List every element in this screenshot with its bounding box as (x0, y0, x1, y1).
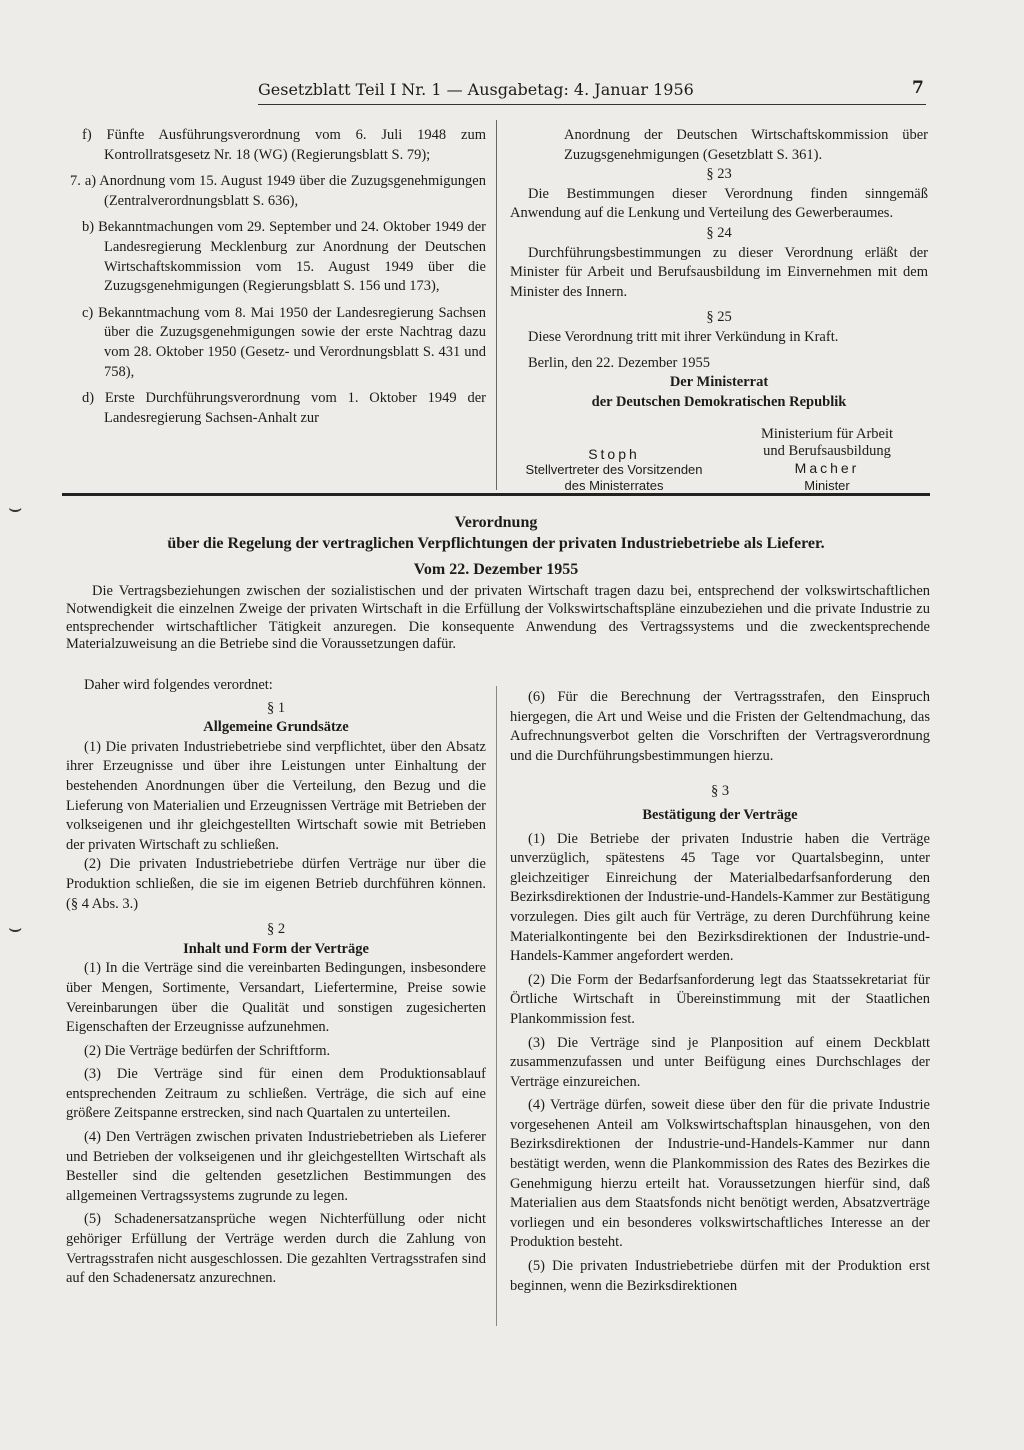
signature-left (506, 446, 722, 494)
paragraph: (2) Die privaten Industriebetriebe dürfen Verträge nur über die Produktion schließen, die sie im eigenen Betrieb durchführen können. (§ 4 Abs. 3.) (66, 856, 486, 912)
section-number: § 23 (706, 166, 732, 183)
section-separator (62, 493, 930, 496)
paragraph: (1) In die Verträge sind die vereinbarten Bedingungen, insbesondere über Mengen, Sortimente, Versandart, Liefertermine, Preise sowie Vereinbarungen über die Qualität und sonstigen zugesicherten Eigenschaften der Erzeugnisse aufzunehmen. (66, 960, 486, 1036)
signatory-name: Macher (794, 460, 860, 476)
paragraph: (4) Den Verträgen zwischen privaten Industriebetrieben als Lieferer und Betrieben der volkseigenen und ihr gleichgestellten Wirtschaft als Besteller sind die geltenden gesetzlichen Bestimmungen des allgemeinen Vertragssystems zugrunde zu legen. (66, 1129, 486, 1204)
signature-right (724, 426, 930, 494)
continuation-text: Anordnung der Deutschen Wirtschaftskommission über Zuzugsgenehmigungen (Gesetzblatt S. 361). (564, 127, 928, 163)
section-text: Diese Verordnung tritt mit ihrer Verkündung in Kraft. (528, 328, 839, 345)
signatory-name: Stoph (588, 446, 640, 462)
council-title: Der Ministerrat (669, 374, 769, 391)
lower-right-column (510, 688, 930, 1296)
section-number: § 25 (706, 309, 732, 326)
signatory-role: Minister (804, 478, 850, 493)
signatory-role: des Ministerrates (564, 478, 664, 493)
paragraph: (5) Die privaten Industriebetriebe dürfen mit der Produktion erst beginnen, wenn die Bezirksdirektionen (510, 1258, 930, 1294)
list-item: c) Bekanntmachung vom 8. Mai 1950 der Landesregierung Sachsen über die Zuzugsgenehmigungen sowie der erste Nachtrag dazu vom 28. Oktober 1950 (Gesetz- und Verordnungsblatt S. 431 und 758), (82, 304, 486, 380)
section-number: § 2 (266, 921, 286, 938)
header-rule (258, 104, 926, 105)
paragraph: (4) Verträge dürfen, soweit diese über den für die private Industrie vorgesehenen Anteil am Volkswirtschaftsplan hinausgehen, von den Bezirksdirektionen der Industrie-und-Handels-Kammer nur dann bestätigt werden, wenn die Plankommission des Rates des Bezirkes die Genehmigung hierzu erteilt hat. Voraussetzungen hierfür sind, daß Materialien aus dem Staatsfonds nicht benötigt werden, Absatzverträge vorliegen und ein besonderes volkswirtschaftliches Interesse an der Produktion besteht. (510, 1097, 930, 1251)
paragraph: (5) Schadenersatzansprüche wegen Nichterfüllung oder nicht gehöriger Erfüllung der Verträge werden durch die Zahlung von Vertragsstrafen nicht ausgeschlossen. Die gezahlten Vertragsstrafen sind auf den Schadenersatz anzurechnen. (66, 1211, 486, 1287)
ministry-name: und Berufsausbildung (763, 443, 891, 459)
section-title: Bestätigung der Verträge (642, 806, 798, 823)
top-right-column (510, 126, 928, 412)
paragraph: (3) Die Verträge sind je Planposition auf einem Deckblatt zusammenzufassen und unter Beifügung eines Durchschlages der Verträge einzureichen. (510, 1034, 930, 1090)
decree-date: Vom 22. Dezember 1955 (413, 561, 579, 578)
margin-mark: ⌣ (8, 496, 23, 521)
lower-left-column (66, 676, 486, 1289)
enactment-intro: Daher wird folgendes verordnet: (84, 677, 273, 693)
list-item: d) Erste Durchführungsverordnung vom 1. Oktober 1949 der Landesregierung Sachsen-Anhalt zur (82, 390, 486, 426)
paragraph: (2) Die Form der Bedarfsanforderung legt das Staatssekretariat für Örtliche Wirtschaft in Übereinstimmung mit der Staatlichen Plankommission fest. (510, 971, 930, 1027)
section-number: § 24 (706, 224, 732, 241)
decree-subtitle: über die Regelung der vertraglichen Verpflichtungen der privaten Industriebetriebe als Lieferer. (167, 535, 825, 552)
council-title: der Deutschen Demokratischen Republik (591, 393, 847, 410)
list-item: 7. a) Anordnung vom 15. August 1949 über die Zuzugsgenehmigungen (Zentralverordnungsblatt S. 636), (70, 173, 486, 209)
preamble: Die Vertragsbeziehungen zwischen der sozialistischen und der privaten Wirtschaft tragen dazu bei, entsprechend der volkswirtschaftlichen Notwendigkeit die einzelnen Zweige der privaten Wirtschaft in die Erfüllung der Volkswirtschaftspläne einzubeziehen und die private Industrie zu entsprechender wirtschaftlicher Tätigkeit anzuregen. Die konsequente Anwendung des Vertragssystems und die zweckentsprechende Materialzuweisung an die Betriebe sind die Voraussetzungen dafür. (66, 583, 930, 653)
column-divider (496, 120, 497, 490)
ministry-name: Ministerium für Arbeit (760, 426, 894, 442)
list-item: b) Bekanntmachungen vom 29. September und 24. Oktober 1949 der Landesregierung Mecklenburg zur Anordnung der Deutschen Wirtschaftskommission vom 15. August 1949 über die Zuzugsgenehmigungen (Regierungsblatt S. 156 und 173), (82, 219, 486, 295)
section-text: Durchführungsbestimmungen zu dieser Verordnung erläßt der Minister für Arbeit und Berufsausbildung im Einvernehmen mit dem Minister des Innern. (510, 244, 928, 300)
paragraph: (3) Die Verträge sind für einen dem Produktionsablauf entsprechenden Zeitraum zu schließen. Verträge, die sich auf eine größere Zeitspanne erstrecken, sind nach Quartalen zu unterteilen. (66, 1066, 486, 1122)
page-number: 7 (912, 78, 924, 98)
section-title: Allgemeine Grundsätze (203, 719, 349, 736)
paragraph: (2) Die Verträge bedürfen der Schriftform. (84, 1042, 331, 1059)
paragraph: (6) Für die Berechnung der Vertragsstrafen, den Einspruch hiergegen, die Art und Weise und die Fristen der Geltendmachung, das Aufrechnungsverbot gelten die Vorschriften der Vertragsverordnung und die Durchführungsbestimmungen hierzu. (510, 689, 930, 764)
paragraph: (1) Die privaten Industriebetriebe sind verpflichtet, über den Absatz ihrer Erzeugnisse und über ihre Leistungen unter Einhaltung der bestehenden Anordnungen über die Verteilung, den Bezug und die Lieferung von Materialien und Erzeugnissen Verträge mit Betrieben der volkseigenen und ihr gleichgestellten Wirtschaft sowie mit Betrieben der privaten Wirtschaft zu schließen. (66, 738, 486, 853)
signatory-role: Stellvertreter des Vorsitzenden (525, 462, 703, 477)
place-date: Berlin, den 22. Dezember 1955 (528, 354, 711, 371)
column-divider (496, 686, 497, 1326)
section-text: Die Bestimmungen dieser Verordnung finden sinngemäß Anwendung auf die Lenkung und Verteilung des Gewerberaumes. (510, 185, 928, 222)
section-title: Inhalt und Form der Verträge (183, 940, 369, 957)
margin-mark: ⌣ (8, 916, 23, 941)
decree-title: Verordnung (454, 514, 538, 531)
section-number: § 1 (266, 699, 286, 716)
top-left-column (70, 126, 486, 428)
paragraph: (1) Die Betriebe der privaten Industrie haben die Verträge unverzüglich, spätestens 45 Tage vor Quartalsbeginn, unter gleichzeitiger Einreichung der Materialbedarfsanforderung den Bezirksdirektionen der Industrie-und-Handels-Kammer zur Bestätigung vorzulegen. Dies gilt auch für Verträge, zu deren Durchführung keine Materialkontingente bei den Bezirksdirektionen der Industrie-und-Handels-Kammer angefordert werden. (510, 830, 930, 965)
running-title: Gesetzblatt Teil I Nr. 1 — Ausgabetag: 4. Januar 1956 (258, 80, 694, 99)
list-item: f) Fünfte Ausführungsverordnung vom 6. Juli 1948 zum Kontrollratsgesetz Nr. 18 (WG) (Regierungsblatt S. 79); (82, 127, 486, 163)
section-number: § 3 (710, 783, 730, 800)
